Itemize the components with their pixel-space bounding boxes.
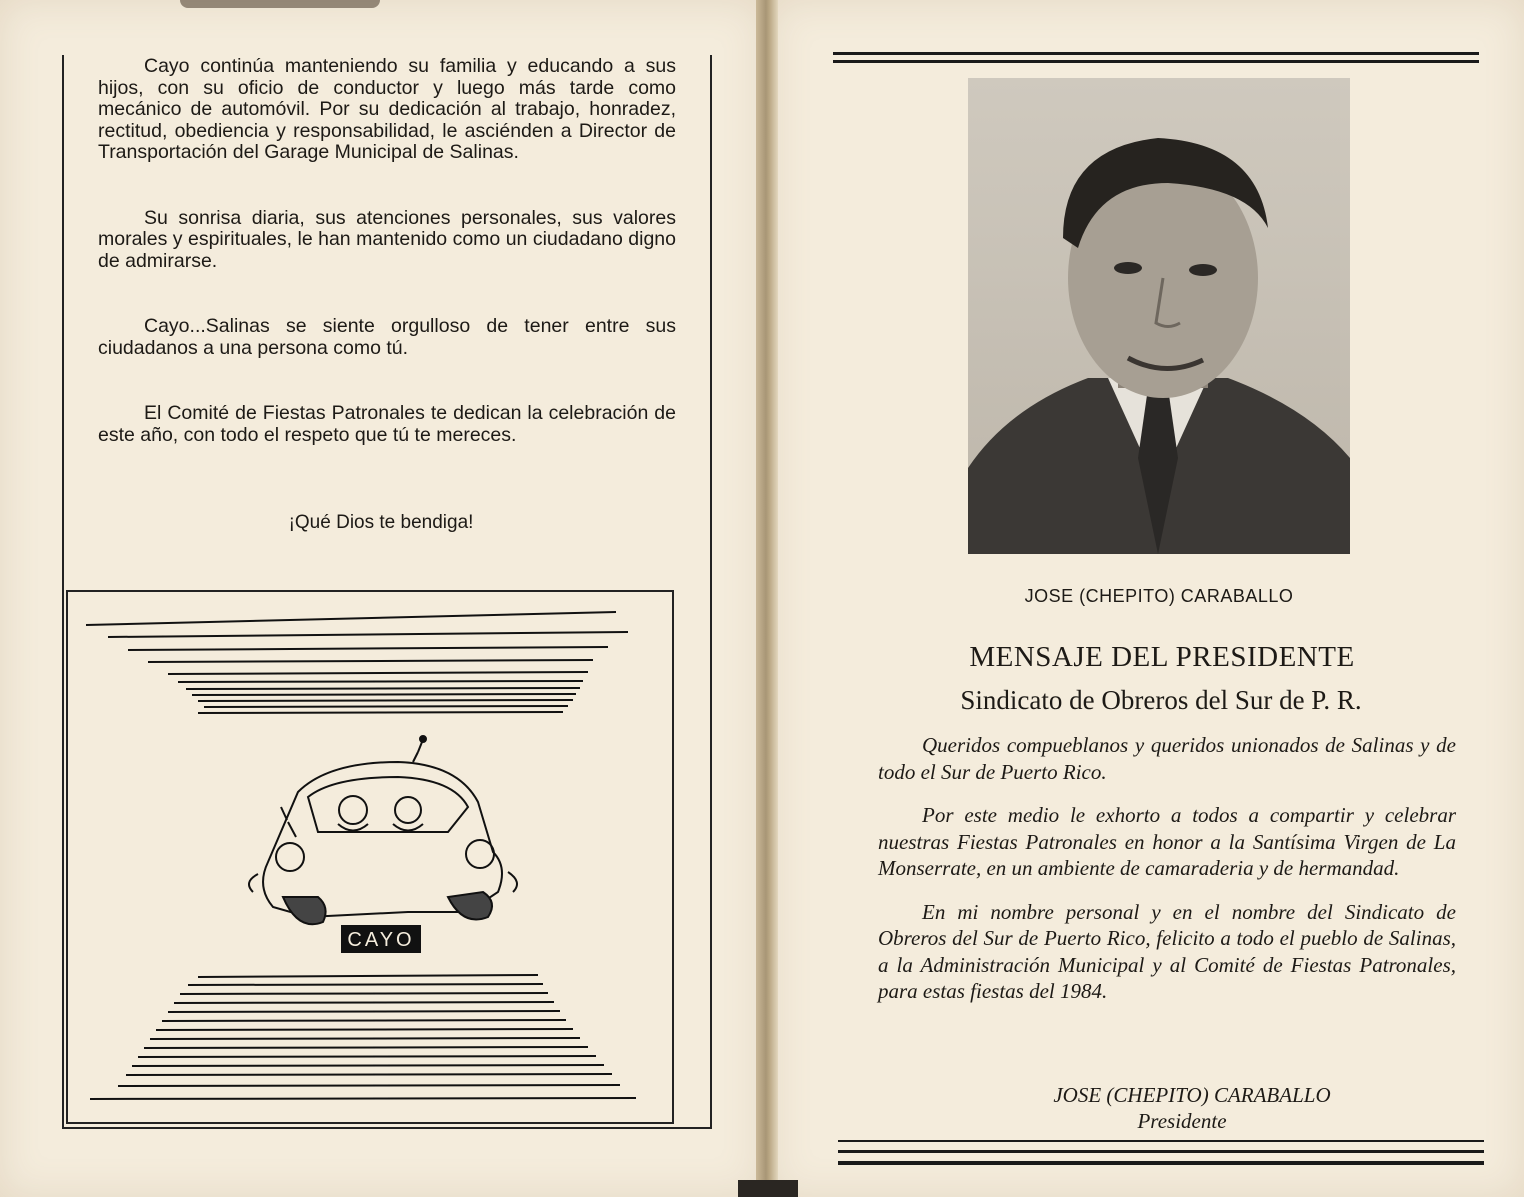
message-subtitle: Sindicato de Obreros del Sur de P. R.: [960, 685, 1362, 715]
bottom-double-rule: [838, 1140, 1484, 1165]
left-paragraph-3: Cayo...Salinas se siente orgulloso de tener entre sus ciudadanos a una persona como tú.: [98, 315, 676, 359]
plate-text: CAYO: [347, 929, 415, 951]
left-paragraph-1: Cayo continúa manteniendo su familia y educando a sus hijos, con su oficio de conductor y luego más tarde como mecánico de automóvil. Por su dedicación al trabajo, honradez, rectitud, obediencia y responsabilidad, le asciénden a Director de Transportación del Garage Municipal de Salinas.: [98, 55, 676, 163]
message-paragraph-3: En mi nombre personal y en el nombre del Sindicato de Obreros del Sur de Puerto Rico, felicito a todo el pueblo de Salinas, a la Administración Municipal y al Comité de Fiestas Patronales, para estas fiestas del 1984.: [878, 899, 1456, 1003]
blessing-line: ¡Qué Dios te bendiga!: [288, 512, 474, 533]
signature-name: JOSE (CHEPITO) CARABALLO: [1053, 1083, 1331, 1107]
message-title: MENSAJE DEL PRESIDENTE: [969, 641, 1355, 673]
left-paragraph-4: El Comité de Fiestas Patronales te dedican la celebración de este año, con todo el respeto que tú te mereces.: [98, 402, 676, 446]
car-cartoon-drawing: [68, 592, 672, 1122]
message-paragraph-2: Por este medio le exhorto a todos a compartir y celebrar nuestras Fiestas Patronales en honor a la Santísima Virgen de La Monserrate, en un ambiente de camaraderia y de hermandad.: [878, 803, 1456, 880]
signature-role: Presidente: [1137, 1109, 1227, 1133]
portrait-drawing: [968, 78, 1350, 554]
book-gutter: [756, 0, 778, 1197]
message-body: [878, 732, 1456, 1005]
left-paragraph-2: Su sonrisa diaria, sus atenciones personales, sus valores morales y espirituales, le han mantenido como un ciudadano digno de admirarse.: [98, 206, 676, 272]
spine-edge: [738, 1180, 798, 1197]
left-body-text: [98, 56, 676, 446]
cartoon-illustration: [66, 590, 674, 1124]
signature-block: [872, 1082, 1452, 1134]
top-double-rule: [833, 52, 1479, 63]
top-shadow: [180, 0, 380, 8]
president-portrait: [968, 78, 1350, 554]
message-paragraph-1: Queridos compueblanos y queridos unionados de Salinas y de todo el Sur de Puerto Rico.: [878, 733, 1456, 784]
photo-caption: JOSE (CHEPITO) CARABALLO: [1024, 586, 1294, 606]
